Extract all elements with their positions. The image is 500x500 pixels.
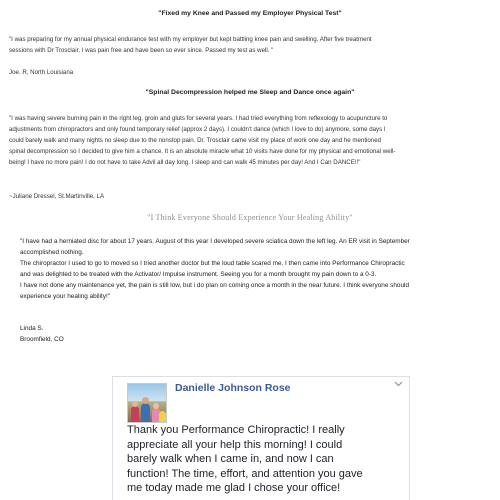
testimonial-signature: ~Juliane Dressel, St.Martinville, LA [9, 193, 105, 200]
testimonial-line: being! I have no more pain! I do not have to take Advil all day long. I sleep and can walk 45 minutes per day! And I Can DANCE!!" [9, 159, 361, 166]
post-text-line: me today made me glad I chose your office! [127, 482, 341, 495]
post-text-line: function! The time, effort, and attention you gave [127, 467, 363, 480]
testimonial-line: experience your healing ability!" [20, 293, 111, 300]
testimonial-body [20, 236, 410, 302]
avatar-figure [159, 411, 166, 422]
testimonial-title: "I Think Everyone Should Experience Your Healing Ability" [147, 213, 353, 222]
testimonial-title: "Fixed my Knee and Passed my Employer Physical Test" [158, 10, 342, 17]
testimonial-signature: Linda S. [20, 325, 44, 332]
testimonial-line: adjustments from chiropractors and only found temporary relief (approx 2 days). I couldn't dance (which I love to do) anymore, some days I [9, 126, 386, 133]
facebook-post-card [112, 376, 410, 500]
testimonial-line: sessions with Dr Trosclair, I was pain free and have been so ever since. Passed my test as well. " [9, 47, 274, 54]
testimonial-line: I have not done any maintenance yet, the pain is still low, but i do plan on coming once a month in the near future. I think everyone should [20, 282, 410, 289]
post-text-line: barely walk when I came in, and now I can [127, 453, 334, 466]
avatar-figure-head [132, 401, 138, 407]
testimonial-body [9, 34, 372, 56]
avatar-figure [141, 403, 150, 422]
avatar-figure-head [142, 397, 149, 404]
post-text-line: appreciate all your help this morning! I could [127, 438, 343, 451]
post-text [127, 423, 405, 496]
avatar-figure-head [153, 403, 159, 409]
testimonial-signature: Joe. R, North Louisiana [9, 69, 74, 76]
chevron-down-icon-glyph [394, 381, 403, 387]
post-text-line: Thank you Performance Chiropractic! I really [127, 424, 345, 436]
testimonial-line: spinal decompression so I decided to give him a chance. It is an absolute miracle what 10 visits have done for my physical and emotional well- [9, 148, 396, 155]
testimonial-line: accomplished nothing. [20, 249, 84, 256]
avatar[interactable] [127, 383, 167, 423]
testimonial-title: "Spinal Decompression helped me Sleep and Dance once again" [145, 89, 355, 96]
testimonial-line: could barely walk and many nights no sleep due to the nonstop pain. Dr. Trosclair came visit my place of work one day and he mentioned [9, 137, 382, 144]
testimonial-line: "I was having severe burning pain in the right leg, groin and gluts for several years. I had tried everything from reflexology to acupuncture to [9, 115, 388, 122]
post-author-name[interactable]: Danielle Johnson Rose [175, 382, 291, 394]
testimonial-body [9, 113, 395, 168]
avatar-figure [131, 406, 139, 422]
testimonial-line: and was delighted to be treated with the Activator/ Impulse instrument. Seeing you for a month brought my pain down to a 0-3. [20, 271, 377, 278]
testimonial-line: "I was preparing for my annual physical endurance test with my employer but kept battling knee pain and swelling. After five treatment [9, 36, 372, 43]
testimonial-line: The chiropractor I used to go to moved so I tried another doctor but the loud table scared me. I then came into Performance Chiropractic [20, 260, 405, 267]
chevron-down-icon[interactable] [394, 381, 403, 387]
testimonial-line: "I have had a herniated disc for about 17 years. August of this year I developed severe sciatica down the left leg. An ER visit in September [20, 238, 410, 245]
testimonial-location: Broomfield, CO [20, 336, 64, 343]
